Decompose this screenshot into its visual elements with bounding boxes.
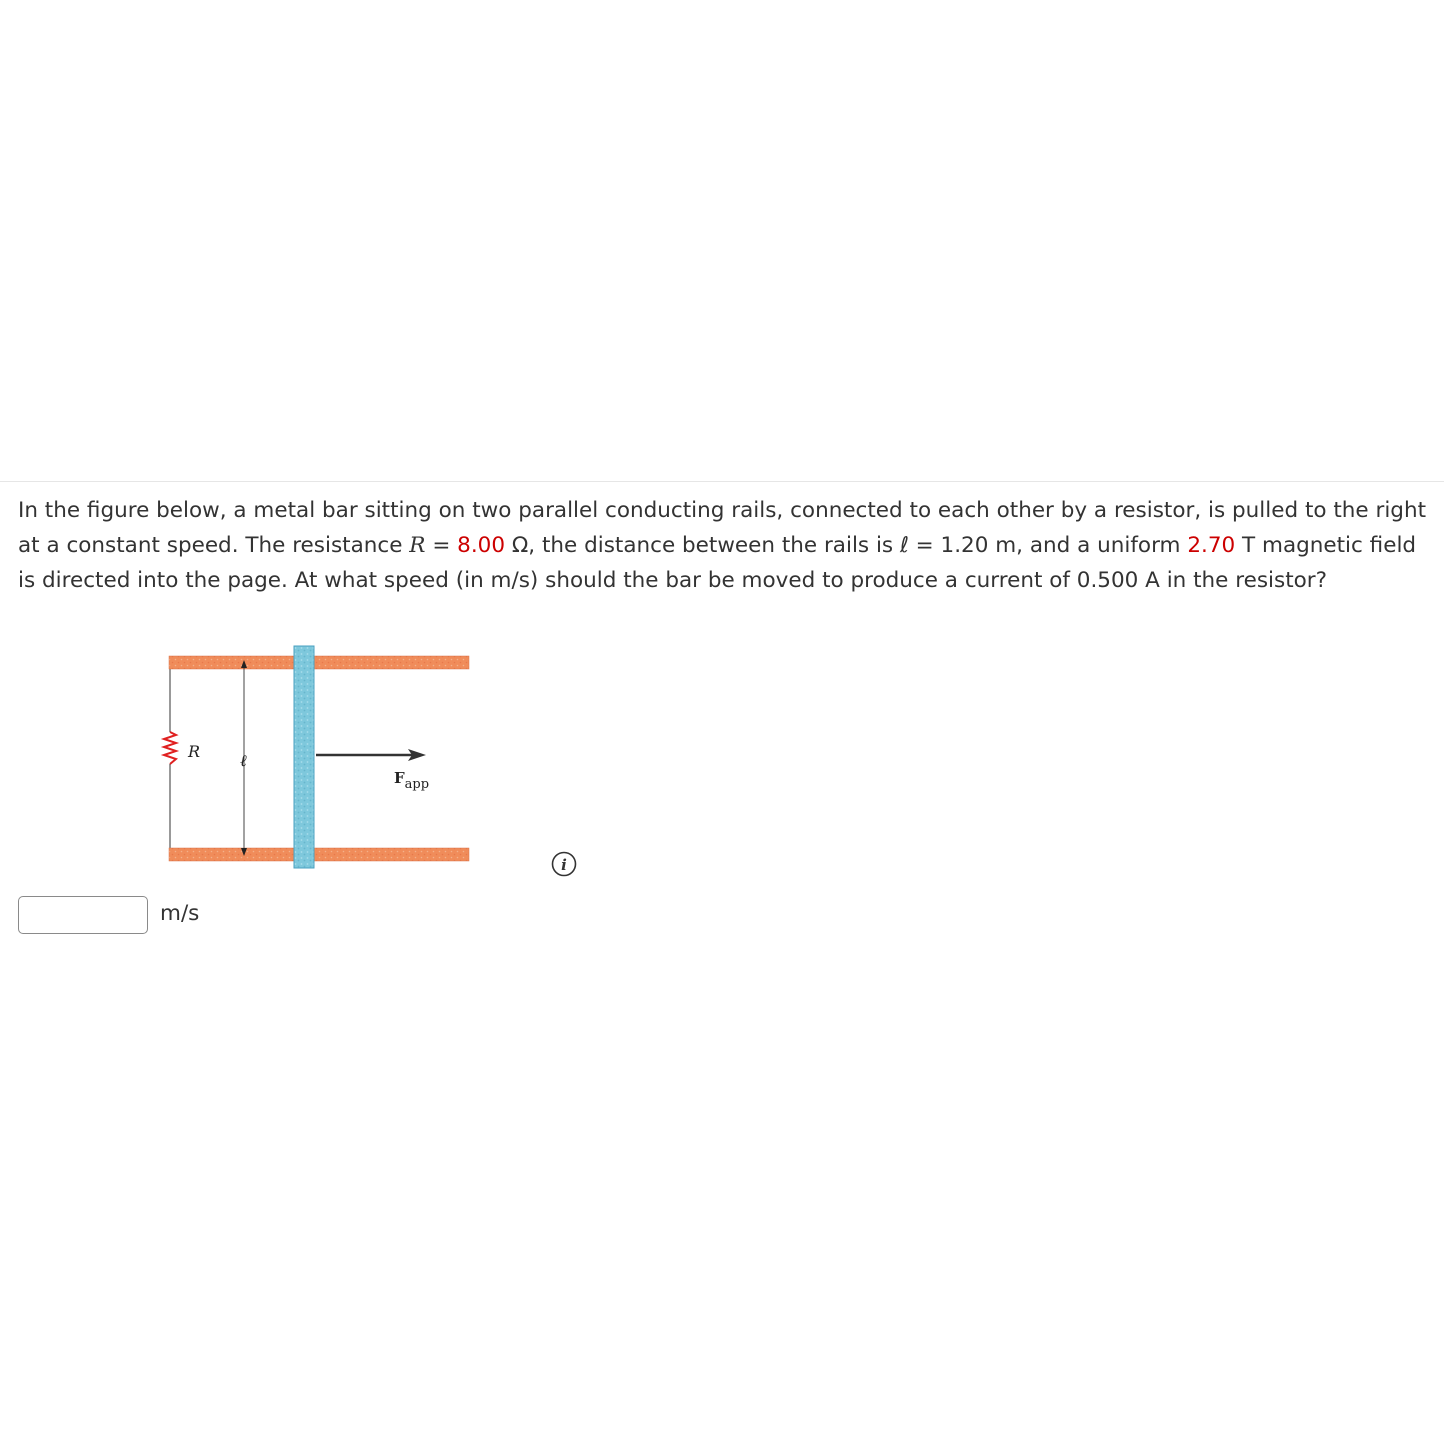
length-label: ℓ	[240, 751, 247, 770]
top-rail	[169, 656, 469, 669]
magnetic-field-value: 2.70	[1187, 533, 1236, 558]
equals-sign: =	[425, 533, 458, 558]
rail-bar-figure	[150, 640, 490, 880]
question-part-1: In the figure below, a metal bar sitting on two parallel conducting rails, connected to each other by a resistor, is pulled to the right at a constant speed. The resistance	[18, 498, 1426, 558]
resistor-symbol	[164, 732, 176, 764]
resistance-symbol: R	[409, 533, 426, 558]
question-part-3: T magnetic field is directed into the page. At what speed (in m/s) should the bar be moved to produce a current of 0.500 A in the resistor?	[18, 533, 1417, 593]
resistance-value: 8.00	[457, 533, 506, 558]
resistor-label: R	[188, 742, 201, 761]
speed-answer-input[interactable]	[18, 896, 148, 934]
force-label: Fapp	[394, 769, 430, 792]
bottom-rail	[169, 848, 469, 861]
metal-bar	[294, 646, 314, 868]
question-part-2: Ω, the distance between the rails is ℓ = 1.20 m, and a uniform	[505, 533, 1188, 558]
answer-unit-label: m/s	[160, 901, 200, 926]
info-icon[interactable]	[551, 851, 577, 877]
question-text	[18, 493, 1428, 598]
section-divider	[0, 481, 1444, 482]
svg-text:i: i	[561, 856, 567, 874]
